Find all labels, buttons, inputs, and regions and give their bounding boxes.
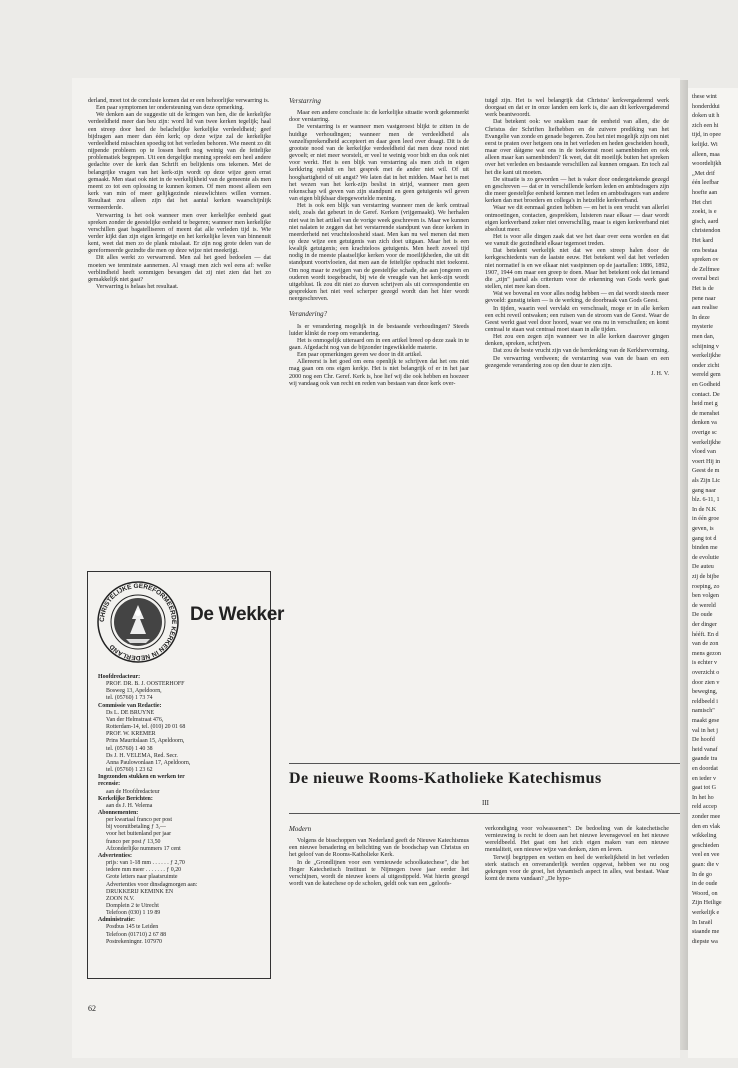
page-gutter (680, 80, 688, 1050)
adjacent-page-line: Woord, on (692, 890, 718, 897)
adjacent-page-line: honderddui (692, 103, 720, 110)
adjacent-page-line: Het kard (692, 238, 714, 244)
adjacent-page-line: De hoofd (692, 737, 715, 744)
adjacent-page-line: vloed van (692, 449, 716, 456)
article-headline: De nieuwe Rooms-Katholieke Katechismus (289, 770, 602, 787)
paragraph: Volgens de bisschoppen van Nederland geeft de Nieuwe Katechismus een nieuwe benadering en belichting van de boodschap van Christus en het geloof van de Rooms-Katholieke Kerk. (289, 838, 469, 859)
adjacent-page-line: is echter v (692, 660, 718, 667)
masthead-line: Telefoon (030) 1 19 89 (106, 910, 161, 917)
masthead-heading: recensie: (98, 781, 121, 788)
paragraph: In de „Grondlijnen voor een vernieuwde schoolkatechese", die het Hoger Katechetisch Instituut te Nijmegen twee jaar eerder liet verschijnen, wordt de nieuwe koers al uitgestippeld. Wat hierin gezegd wordt van de katechese op de scholen, geldt ook van een „geloofs- (289, 859, 469, 888)
adjacent-page-line: heid vanaf (692, 746, 718, 753)
adjacent-page-line: door zien v (692, 679, 720, 686)
adjacent-page-line: overzicht o (692, 670, 720, 676)
adjacent-page-line: der dinger (692, 622, 717, 628)
adjacent-page-line: geven, is (692, 526, 714, 532)
masthead-heading: Hoofdredacteur: (98, 674, 141, 680)
adjacent-page-line: één leefbar (692, 180, 719, 187)
adjacent-page-line: these wint (692, 94, 717, 100)
adjacent-page-line: den en vlak (692, 823, 721, 830)
paragraph: Een paar opmerkingen geven we door in dit artikel. (297, 352, 423, 359)
adjacent-page-line: als Zijn Lic (692, 478, 721, 484)
adjacent-page-line: en doordat (692, 766, 718, 772)
masthead-heading: Advertenties: (98, 852, 133, 859)
article-column-2 (289, 98, 469, 758)
masthead-line: per kwartaal franco per post (106, 817, 173, 824)
adjacent-page-line: zij de bijbe (692, 574, 720, 580)
paragraph: Waar we dit eenmaal gezien hebben — en het is een vrucht van allerlei ontmoetingen, contacten, gesprekken, luisteren naar elkaar — daar wordt eigen kerkverband zeker niet onverschillig, maar is eigen kerkverband niet absoluut meer. (485, 205, 669, 233)
adjacent-page-line: van de zon (692, 641, 719, 648)
paragraph: Dat betekent ook: we snakken naar de eenheid van allen, die de Christus der Schriften liefhebben en de zuivere prediking van het Evangelie van zonde en genade begeren. Zou het niet mogelijk zijn om niet eerst te praten over hetgeen ons in het verleden en heden gescheiden houdt, maar over dátgene wat ons in de toekomst moet samenbinden en ook alleen maar kan samenbinden? Ik weet, dat dit moeilijk buiten het spreken over het verleden en bestaande verschillen zal kunnen omgaan. En toch zal het die kant uit moeten. (485, 119, 669, 176)
adjacent-page-line: beweging, (692, 689, 718, 696)
adjacent-page-line: gang naar (692, 487, 716, 494)
paragraph: Het zou een zegen zijn wanneer we in alle kerken daarover gingen denken, spreken, schrijven. (485, 334, 669, 348)
adjacent-page-line: gaan: die v (692, 862, 719, 868)
masthead-line: iedere mm meer . . . . . . . ƒ 0,20 (106, 867, 182, 874)
masthead-heading: Ingezonden stukken en werken ter (98, 774, 185, 781)
adjacent-page-line: geschieden (692, 842, 720, 849)
adjacent-page-line: de evolutie (692, 554, 719, 561)
adjacent-page-line: val in het j (692, 727, 718, 734)
adjacent-page-line: Geest de m (692, 468, 720, 475)
adjacent-page-line: in één groe (692, 516, 720, 523)
masthead-line: bij vooruitbetaling ƒ 3,— (106, 824, 166, 831)
adjacent-page-line: werkelijkhe (692, 353, 721, 360)
paragraph: Het is onmogelijk uiteraard om in een artikel breed op deze zaak in te gaan. Afgedacht nog van de bijzonder ingewikkelde materie. (289, 337, 469, 351)
adjacent-page-line: tijd, in opee (692, 132, 721, 139)
adjacent-page-line: spreken ov (692, 257, 719, 264)
adjacent-page-line: contact. De (692, 391, 720, 398)
adjacent-page-line: kelijkt. Wi (692, 142, 718, 148)
masthead-line: Ds L. DE BRUYNE (106, 709, 155, 716)
adjacent-page-line: denken va (692, 420, 717, 427)
adjacent-page-line: Zijn Heilige (692, 900, 722, 907)
adjacent-page-line: namisch" (692, 708, 715, 715)
adjacent-page-line: werkelijk e (692, 910, 720, 916)
adjacent-page-line: werkelijkhe (692, 439, 721, 446)
masthead-line: prijs: van 1-18 mm . . . . . . ƒ 2,70 (106, 860, 185, 867)
masthead-line: Postbus 145 te Leiden (106, 924, 159, 931)
adjacent-page-line: „Met drif (692, 170, 715, 177)
adjacent-page-line: men dan, (692, 334, 715, 340)
masthead-line: aan de Hoofdredacteur (106, 788, 160, 795)
headline-rule-bottom (289, 813, 680, 814)
adjacent-page-line: en Godheid (692, 382, 721, 388)
adjacent-page-line: pene naar (692, 295, 716, 302)
masthead-line: tel. (05760) 1 40 38 (106, 745, 153, 752)
masthead-heading: Kerkelijke Berichten: (98, 795, 153, 802)
adjacent-page-line: mysterie (692, 324, 713, 331)
headline-rule-top (289, 763, 680, 764)
adjacent-page-line: christendon (692, 228, 721, 235)
adjacent-page-line: ben volgen (692, 593, 719, 600)
paragraph: In tijden, waarin veel vervlakt en verschraalt, moge er in alle kerken een echt reveil ontwaken; een ruisen van de stroom van de Geest. Waar de Geest werkt gaat veel door hoord, waar we ons nu in verschuilen; en komt centraal te staan wat centraal moet staan in alle tijden. (485, 305, 669, 333)
paragraph: Verwarring is het ook wanneer men over kerkelijke eenheid gaat spreken zonder de geestelijke eenheid te begeren; wanneer men kerkelijke verschillen gaat bagatelliseren of meent dat alle verleden tijd is. Wie verder kijkt dan zijn eigen kringetje en het kerkelijke leven van binnenuit kent, weet dat men zo de plank misslaat. Er zijn nog grote delen van de gereformeerde gezindte die men op deze wijze niet meekrijgt. (88, 212, 271, 255)
adjacent-page-line: hoefte aan (692, 190, 718, 196)
paragraph: verkondiging voor volwassenen": De bedoeling van de katechetische vernieuwing is recht te doen aan het nieuwe levensgevoel en het nieuwe wereldbeeld. Het gaat om het zich eigen maken van een nieuwe mentaliteit, een nieuwe wijze van denken, zien en leven. (485, 826, 669, 854)
heading-verstarring: Verstarring (289, 97, 321, 105)
church-seal-logo (96, 579, 180, 665)
adjacent-page-line: In deze (692, 314, 710, 321)
adjacent-page-line: de wereld (692, 602, 716, 609)
masthead-heading: Abonnementen: (98, 809, 139, 816)
paragraph: Verwarring is helaas het resultaat. (96, 284, 179, 291)
masthead-box (87, 571, 285, 979)
paragraph: De situatie is zo geworden — het is vaker door ondergetekende gezegd en geschreven — dat er in verschillende kerken leden en ambtsdragers zijn die meer geestelijke eenheid kennen met leden en ambtsdragers van andere kerken dan met broeders en collega's in hetzelfde kerkverband. (485, 176, 669, 205)
paragraph: We denken aan de suggestie uit de kringen van hen, die de kerkelijke verdeeldheid meer dan beu zijn: word lid van twee kerken tegelijk; haal een streep door heel de belachelijke kerkelijke verdeeldheid; geef bijdragen aan meer dan één kerk; op deze wijze zal de kerkelijke verdeeldheid misschien spoedig tot het verleden behoren. Wie meent zo dit nijpende probleem op te lossen heeft nog weinig van de feitelijke problematiek begrepen. Uit een dergelijke mening spreekt een heel andere gedachte over de kerk dan Schrift en belijdenis ons tekenen. Met de belangrijke vragen van het kerk-zijn wordt op deze wijze geen ernst gemaakt. Men staat ook niet in de werkelijkheid van de gemeente als men meent zo tot een oplossing te kunnen komen. Of men moest alleen een kerk van min of meer gelijkgezinde nieuwlichters willen vormen. Resultaat zou alleen zijn dat het aantal kerken waarschijnlijk vermeerderde. (88, 112, 271, 212)
article2-column-left (289, 826, 469, 976)
paragraph: Het is voor alle dingen zaak dat we het daar over eens worden en dat we vanuit die gezindheid elkaar tegemoet treden. (485, 233, 669, 248)
masthead-line: Domplein 2 te Utrecht (106, 903, 159, 909)
adjacent-page-line: In het ho (692, 794, 714, 801)
publication-title: De Wekker (190, 604, 285, 625)
adjacent-page-line: staande me (692, 929, 720, 936)
seal-ring-text: CHRISTELIJKE GEREFORMEERDE KERKEN IN NEDERLAND (98, 582, 178, 662)
adjacent-page-line: blz. 6-11, 1 (692, 497, 720, 504)
article-part-number: III (482, 799, 489, 807)
adjacent-page-line: zich een hi (692, 122, 719, 129)
paragraph: Is er verandering mogelijk in de bestaande verhoudingen? Steeds luider klinkt de roep om verandering. (289, 323, 469, 337)
paragraph: Dat betekent werkelijk niet dat we een streep halen door de kerkgeschiedenis van de laatste eeuw. Het betekent wel dat het verleden niet normatief is en we elkaar niet vastpinnen op de jaartallen: 1886, 1892, 1907, 1944 om maar een greep te doen. Maar het betekent ook dat iemand die „zijn" jaartal als criterium voor de erkenning van Gods werk gaat stellen, niet mee kan doen. (485, 248, 669, 291)
paragraph: Maar een andere conclusie is: de kerkelijke situatie wordt gekenmerkt door verstarring. (289, 110, 469, 124)
adjacent-page-line: heid met g (692, 401, 718, 408)
article-column-3 (485, 98, 669, 758)
adjacent-page-line: De auteu (692, 564, 714, 571)
masthead-line: PROF. DR. B. J. OOSTERHOFF (106, 681, 185, 688)
adjacent-page-line: gang tot d (692, 535, 717, 542)
paragraph: De verstarring is er wanneer men vastgeroest blijkt te zitten in de huidige verhoudingen; wanneer men de verdeeldheid als vanzelfsprekendheid accepteert en daar geen leed over draagt. Dit is de grootste nood van de kerkelijke verdeeldheid dat men deze nood niet gevoelt; er niet meer worstelt, er veel te weinig voor bidt en dus ook niet voor werkt. Het is een blijk van verstarring als men zich in eigen kerkkring opsluit en het gesprek met de ander niet wil. Of uit hooghartigheid of uit angst? We laten dat in het midden. Maar het is met het wezen van het kerk-zijn beslist in strijd, wanneer men geen rekenschap wil geven van zijn standpunt en geen getuigenis wil geven van eigen blijkbaar diepgewortelde mening. (289, 124, 469, 203)
masthead-line: aan ds J. H. Velema (106, 802, 153, 809)
masthead-line: Bosweg 13, Apeldoorn, (106, 688, 162, 695)
paragraph: Wat we bovenal en voor alles nodig hebben — en dat wordt steeds meer gevoeld: gunstig teken — is de werking, de doorbraak van Gods Geest. (485, 291, 670, 305)
paragraph: tuigd zijn. Het is wel belangrijk dat Christus' kerkvergaderend werk doorgaat en dat er in onze landen een kerk is, die aan dit kerkvergaderend werk beantwoordt. (485, 98, 669, 119)
paragraph: Dit alles werkt zo verwarrend. Men zal het goed bedoelen — dat moeten we tenminste aannemen. Al vraagt men zich wel eens af: welke verblindheid heeft sommigen bevangen dat zij niet zien dat het zo gemakkelijk niet gaat? (88, 255, 271, 283)
adjacent-page-line: De oude (692, 612, 713, 619)
heading-verandering: Verandering? (289, 310, 328, 319)
adjacent-page-line: gisch, aard (692, 218, 719, 225)
adjacent-page-line: voert Hij in (692, 458, 721, 465)
paragraph: derland, moet tot de conclusie komen dat er een behoorlijke verwarring is. (88, 98, 270, 104)
adjacent-page-line: en ieder v (692, 775, 717, 782)
adjacent-page-line: gaande tra (692, 756, 718, 763)
adjacent-page-line: reld accep (692, 804, 717, 811)
adjacent-page-line: in de oude (692, 881, 718, 888)
adjacent-page-line: hééft. En d (692, 631, 719, 638)
adjacent-page-line: binden me (692, 545, 718, 552)
masthead-line: tel. (05760) 1 23 62 (106, 767, 153, 774)
adjacent-page-line: In Israël (692, 919, 713, 926)
masthead-line: PROF. W. KREMER (106, 731, 156, 738)
masthead-line: Rotterdam-14, tel. (010) 20 01 68 (106, 724, 186, 731)
adjacent-page-line: In de go (692, 871, 712, 878)
adjacent-page-line: onder zicht (692, 362, 720, 369)
paragraph: Een paar symptomen ter ondersteuning van deze opmerking. (96, 105, 244, 112)
adjacent-page (688, 88, 738, 1058)
masthead-line: Grote letters naar plaatsruimte (106, 874, 178, 881)
article-column-1 (88, 98, 271, 564)
adjacent-page-line: roeping, zo (692, 583, 720, 590)
adjacent-page-line: doken uit h (692, 113, 720, 120)
masthead-line: Telefoon (01710) 2 67 88 (106, 931, 167, 938)
adjacent-page-line: zoekt, is e (692, 209, 717, 216)
paragraph: Dat zou de beste vrucht zijn van de herdenking van de Kerkhervorming. (493, 348, 669, 355)
adjacent-page-line: overige sc (692, 430, 717, 436)
paragraph: De verwarring verdween; de verstarring was van de baan en een gezegende verandering zou op den duur te zien zijn. (485, 355, 669, 369)
adjacent-page-line: Het is de (692, 286, 714, 292)
adjacent-page-line: zonder mee (692, 814, 721, 820)
adjacent-page-line: reldbeeld i (692, 698, 718, 705)
heading-modern: Modern (289, 825, 312, 833)
masthead-line: franco per post ƒ 13,50 (106, 838, 161, 845)
article2-column-right (485, 826, 669, 976)
masthead-heading: Administratie: (98, 917, 135, 924)
adjacent-page-line: schijning v (692, 343, 719, 350)
adjacent-page-line: de menshei (692, 410, 720, 417)
adjacent-page-line: wikkeling (692, 833, 717, 840)
adjacent-page-line: mens gezon (692, 650, 721, 657)
masthead-line: DRUKKERIJ KEMINK EN (106, 888, 174, 895)
adjacent-page-line: ons bestaa (692, 247, 718, 254)
paragraph: Allereerst is het goed om eens openlijk te schrijven dat het ons niet mag gaan om ons eigen kerkje. Het is niet belangrijk of er in het jaar 2000 nog een Chr. Geref. Kerk is, hoe lief wij die ook hebben en hoezeer wij vandaag ook van recht en reden van bestaan van deze kerk over- (289, 359, 469, 387)
masthead-line: Postrekeningnr. 107970 (106, 938, 162, 945)
masthead-line: Afzonderlijke nummers 17 cent (106, 845, 181, 852)
adjacent-page-line: diepste wa (692, 938, 718, 945)
page-number: 62 (88, 1004, 96, 1013)
adjacent-page-line: de Zelfmee (692, 266, 720, 273)
adjacent-page-line: aan realise (692, 305, 718, 312)
adjacent-page-line: In de N.K (692, 506, 717, 513)
adjacent-page-line: woordelijkh (692, 161, 722, 168)
masthead-line: Prins Mauritslaan 15, Apeldoorn, (106, 738, 185, 745)
adjacent-page-line: wereld gem (692, 372, 721, 379)
masthead-line: Ds J. H. VELEMA, Red. Secr. (106, 752, 178, 759)
masthead-details (98, 674, 268, 946)
adjacent-page-line: veel en vee (692, 852, 720, 859)
masthead-line: voor het buitenland per jaar (106, 831, 172, 838)
adjacent-page-line: maakt gese (692, 718, 720, 724)
paragraph: Het is ook een blijk van verstarring wanneer men de kerk centraal stelt, zoals dat gebeurt in de Geref. Kerken (vrijgemaakt). We herhalen niet wat in het artikel van de vorige week geschreven is. Maar we kunnen niet nalaten te zeggen dat het verstarrende standpunt van deze kerken in meerderheid net vruchteloosheid staat. Men kan nu wel menen dat men op deze wijze een getuigenis van zich doet uitgaan. Maar het is een kwalijk getuigenis; een krachteloos getuigenis. Men heeft zoveel tijd nodig in de meeste plaatselijke kerken voor de moeilijkheden, die uit dit standpunt voortvloeien, dat men aan de feitelijke opdracht niet toekomt. Om nog maar te zwijgen van de geestelijke schade, die aan jongeren en ouderen wordt toegebracht, bij wie de vreugde van het kerk-zijn wordt uitgeblust. Ik zou dit niet zo durven schrijven als uit correspondentie en gesprekken het niet veel scherper gezegd wordt dan het hier wordt neergeschreven. (289, 203, 469, 303)
paragraph: Terwijl begrippen en wetten en heel de werkelijkheid in het verleden sterk statisch en onveranderlijk werden opgevat, hebben we nu oog gekregen voor de groei, het dynamisch aspect in alles, wat bestaat. Waar komt de mens vandaan? „De hypo- (485, 854, 669, 883)
adjacent-page-line: gaat tot G (692, 785, 717, 792)
author-signature: J. H. V. (651, 370, 669, 377)
adjacent-page-line: Het chri (692, 199, 712, 206)
adjacent-page-line: overal bezi (692, 276, 719, 283)
masthead-line: ZOON N.V. (106, 895, 135, 902)
masthead-line: Advertenties voor dinsdagmorgen aan: (106, 881, 198, 888)
adjacent-page-line: alleen, maa (692, 151, 720, 158)
masthead-line: Anna Paulowonlaan 17, Apeldoorn, (106, 759, 191, 766)
masthead-heading: Commissie van Redactie: (98, 702, 162, 709)
masthead-line: Van der Helmstraat 476, (106, 716, 164, 723)
masthead-line: tel. (05760) 1 73 74 (106, 695, 153, 702)
